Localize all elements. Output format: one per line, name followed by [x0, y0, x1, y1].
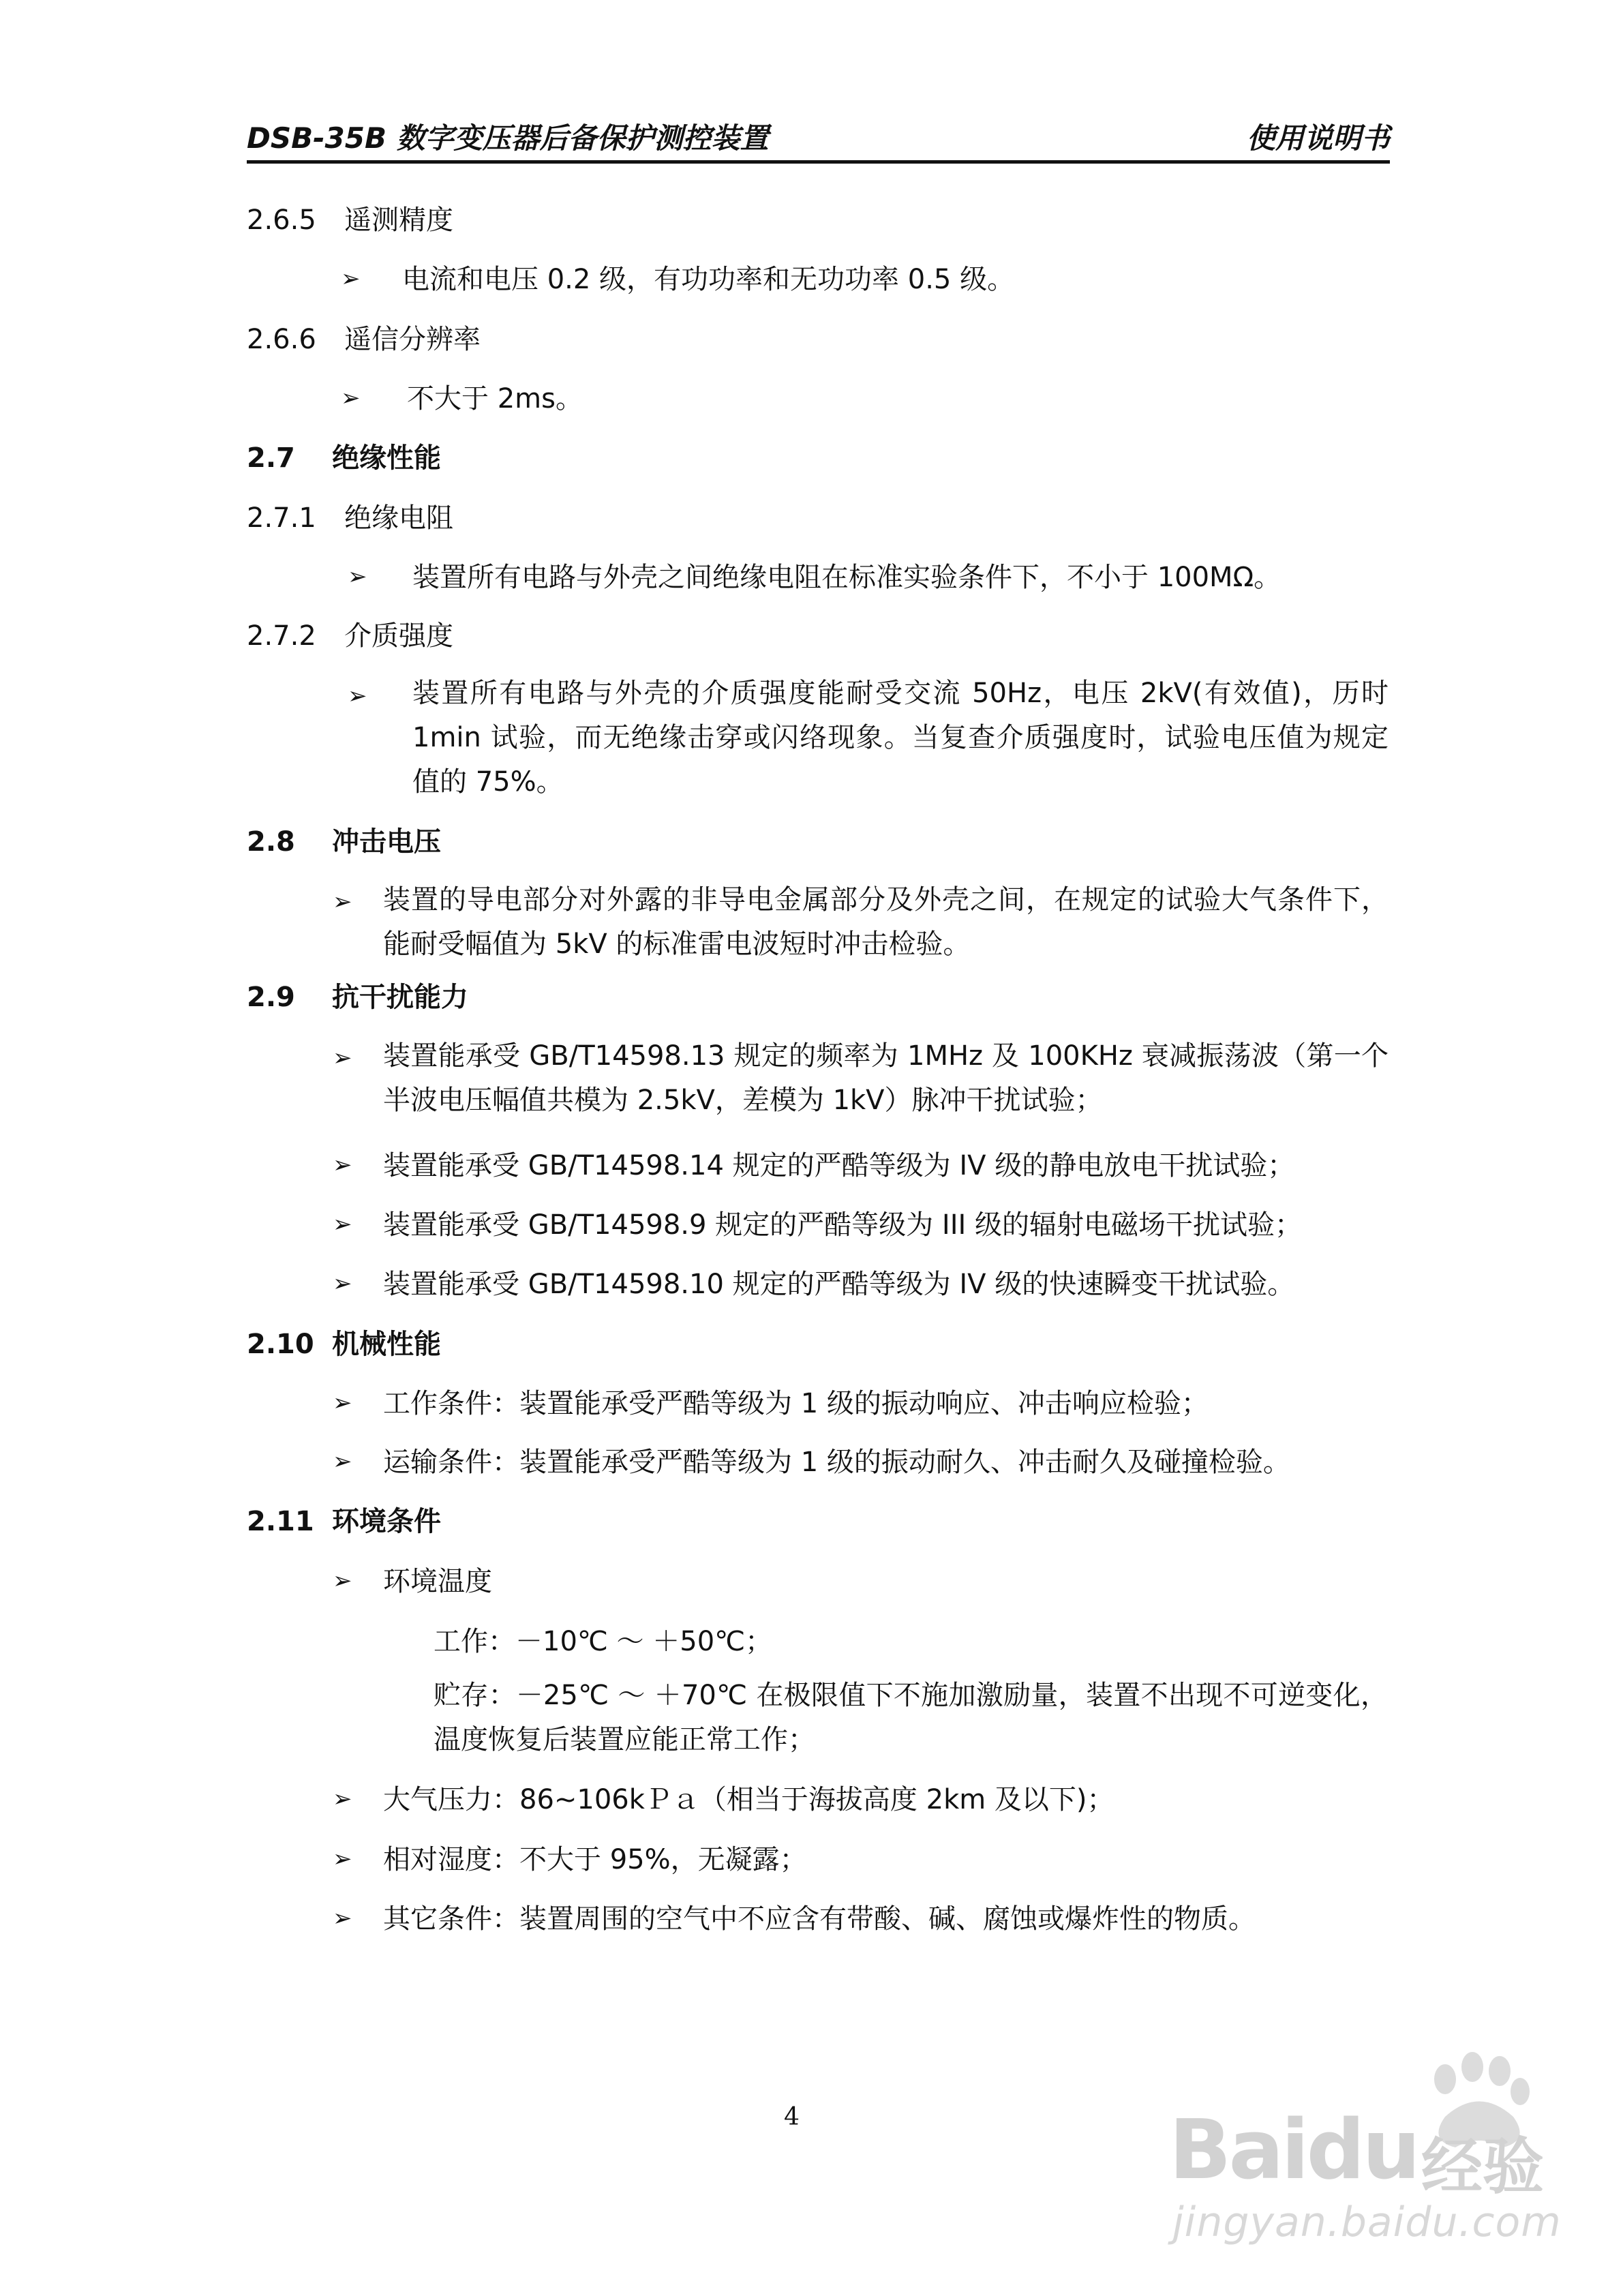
section-2-8-title: 冲击电压: [332, 826, 441, 858]
bullet-arrow-icon: ➢: [341, 265, 361, 292]
section-2-9-item-1: 装置能承受 GB/T14598.13 规定的频率为 1MHz 及 100KHz 衰减振荡波（第一个半波电压幅值共模为 2.5kV，差模为 1kV）脉冲干扰试验；: [383, 1040, 1389, 1116]
bullet-arrow-icon: ➢: [333, 1785, 352, 1813]
section-2-6-6-item: 不大于 2ms。: [407, 383, 583, 414]
bullet-arrow-icon: ➢: [333, 1211, 352, 1238]
section-2-9-number: 2.9: [247, 982, 295, 1013]
bullet-arrow-icon: ➢: [333, 1044, 352, 1072]
section-2-6-6-title: 遥信分辨率: [344, 324, 481, 355]
section-2-11-item-1: 环境温度: [383, 1566, 492, 1597]
section-2-7-2-item: 装置所有电路与外壳的介质强度能耐受交流 50Hz，电压 2kV(有效值)，历时 1min 试验，而无绝缘击穿或闪络现象。当复查介质强度时，试验电压值为规定值的 75%。: [412, 678, 1389, 798]
bullet-arrow-icon: ➢: [348, 682, 367, 710]
header-doc-type: 使用说明书: [1246, 121, 1390, 155]
header-title: DSB-35B 数字变压器后备保护测控装置: [247, 121, 769, 155]
section-2-9-title: 抗干扰能力: [332, 982, 468, 1013]
section-2-11-item-2: 大气压力：86~106kＰａ（相当于海拔高度 2km 及以下)；: [383, 1784, 1114, 1815]
bullet-arrow-icon: ➢: [333, 1905, 352, 1932]
section-2-7-1-title: 绝缘电阻: [344, 502, 453, 534]
section-2-7-1-number: 2.7.1: [247, 502, 316, 534]
section-2-7-title: 绝缘性能: [332, 442, 441, 474]
bullet-arrow-icon: ➢: [341, 384, 361, 412]
section-2-11-temp-storage: 贮存：－25℃ ～ ＋70℃ 在极限值下不施加激励量，装置不出现不可逆变化，温度恢复后装置应能正常工作；: [434, 1680, 1388, 1755]
header-rule: [247, 160, 1390, 164]
section-2-7-1-item: 装置所有电路与外壳之间绝缘电阻在标准实验条件下，不小于 100MΩ。: [412, 562, 1281, 593]
section-2-6-5-title: 遥测精度: [344, 205, 453, 236]
watermark-brand: Baidu: [1169, 2103, 1418, 2198]
section-2-7-2-number: 2.7.2: [247, 620, 316, 652]
section-2-10-item-2: 运输条件：装置能承受严酷等级为 1 级的振动耐久、冲击耐久及碰撞检验。: [383, 1447, 1290, 1478]
section-2-11-item-4: 其它条件：装置周围的空气中不应含有带酸、碱、腐蚀或爆炸性的物质。: [383, 1903, 1256, 1935]
section-2-10-title: 机械性能: [332, 1329, 441, 1360]
section-2-6-6-number: 2.6.6: [247, 324, 316, 355]
watermark-url: jingyan.baidu.com: [1172, 2199, 1562, 2246]
section-2-8-number: 2.8: [247, 826, 295, 858]
bullet-arrow-icon: ➢: [333, 1448, 352, 1475]
bullet-arrow-icon: ➢: [333, 1567, 352, 1595]
section-2-11-item-3: 相对湿度：不大于 95%，无凝露；: [383, 1844, 807, 1875]
section-2-11-temp-working: 工作：－10℃ ～ ＋50℃；: [434, 1626, 773, 1657]
section-2-9-item-4: 装置能承受 GB/T14598.10 规定的严酷等级为 IV 级的快速瞬变干扰试验。: [383, 1269, 1295, 1300]
section-2-11-title: 环境条件: [332, 1506, 441, 1537]
bullet-arrow-icon: ➢: [333, 1389, 352, 1417]
section-2-6-5-number: 2.6.5: [247, 205, 316, 236]
bullet-arrow-icon: ➢: [348, 563, 367, 590]
watermark-jingyan: 经验: [1421, 2131, 1544, 2203]
section-2-9-item-2: 装置能承受 GB/T14598.14 规定的严酷等级为 IV 级的静电放电干扰试验；: [383, 1150, 1295, 1181]
section-2-6-5-item: 电流和电压 0.2 级，有功功率和无功功率 0.5 级。: [402, 264, 1015, 295]
bullet-arrow-icon: ➢: [333, 1151, 352, 1179]
section-2-8-item: 装置的导电部分对外露的非导电金属部分及外壳之间，在规定的试验大气条件下，能耐受幅值为 5kV 的标准雷电波短时冲击检验。: [383, 884, 1389, 960]
bullet-arrow-icon: ➢: [333, 1270, 352, 1297]
section-2-10-number: 2.10: [247, 1329, 314, 1360]
bullet-arrow-icon: ➢: [333, 888, 352, 916]
section-2-9-item-3: 装置能承受 GB/T14598.9 规定的严酷等级为 III 级的辐射电磁场干扰试验；: [383, 1209, 1303, 1241]
bullet-arrow-icon: ➢: [333, 1845, 352, 1873]
section-2-7-2-title: 介质强度: [344, 620, 453, 652]
page-number: 4: [784, 2103, 800, 2131]
section-2-10-item-1: 工作条件：装置能承受严酷等级为 1 级的振动响应、冲击响应检验；: [383, 1388, 1209, 1419]
section-2-7-number: 2.7: [247, 442, 295, 474]
section-2-11-number: 2.11: [247, 1506, 314, 1537]
